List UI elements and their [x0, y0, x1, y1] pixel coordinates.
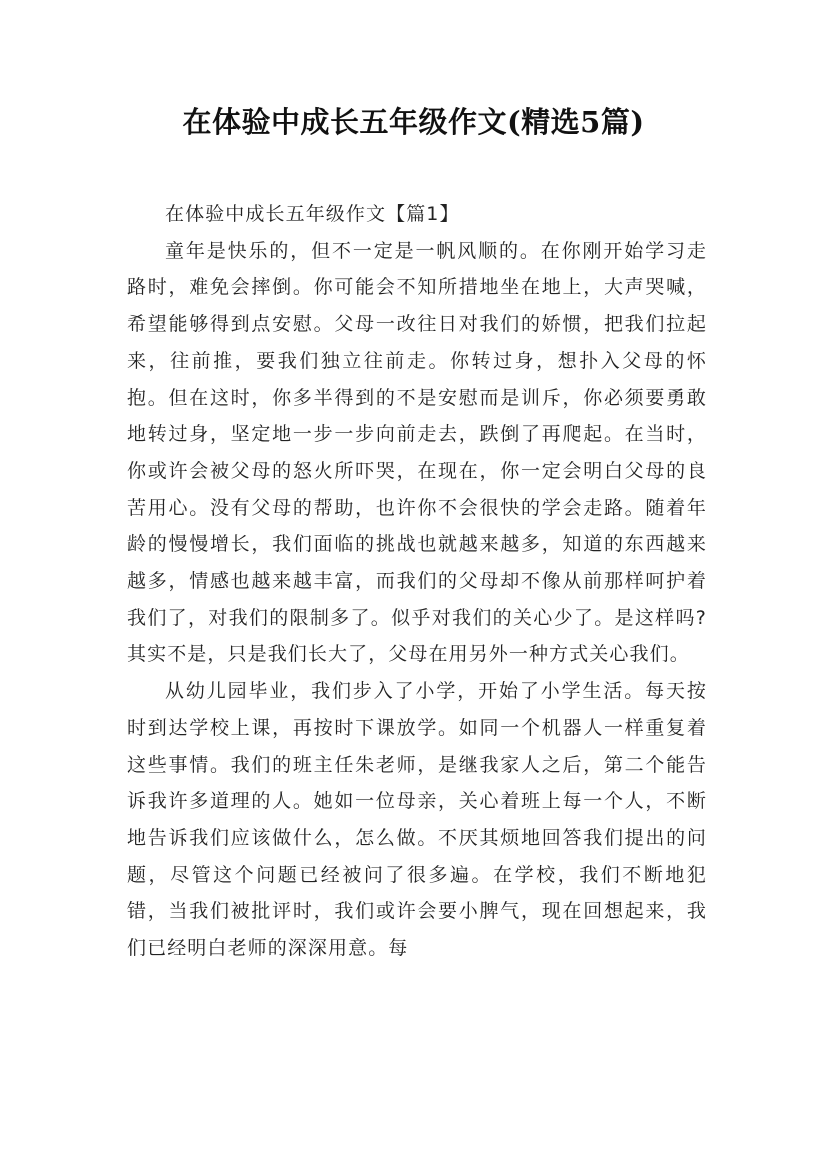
paragraph-1: 童年是快乐的，但不一定是一帆风顺的。在你刚开始学习走路时，难免会摔倒。你可能会不知所措地坐在地上，大声哭喊，希望能够得到点安慰。父母一改往日对我们的娇惯，把我们拉起来，往前推，要我们独立往前走。你转过身，想扑入父母的怀抱。但在这时，你多半得到的不是安慰而是训斥，你必须要勇敢地转过身，坚定地一步一步向前走去，跌倒了再爬起。在当时，你或许会被父母的怒火所吓哭，在现在，你一定会明白父母的良苦用心。没有父母的帮助，也许你不会很快的学会走路。随着年龄的慢慢增长，我们面临的挑战也就越来越多，知道的东西越来越多，情感也越来越丰富，而我们的父母却不像从前那样呵护着我们了，对我们的限制多了。似乎对我们的关心少了。是这样吗?其实不是，只是我们长大了，父母在用另外一种方式关心我们。 [127, 239, 707, 666]
document-body [127, 196, 707, 967]
paragraph-2: 从幼儿园毕业，我们步入了小学，开始了小学生活。每天按时到达学校上课，再按时下课放学。如同一个机器人一样重复着这些事情。我们的班主任朱老师，是继我家人之后，第二个能告诉我许多道理的人。她如一位母亲，关心着班上每一个人，不断地告诉我们应该做什么，怎么做。不厌其烦地回答我们提出的问题，尽管这个问题已经被问了很多遍。在学校，我们不断地犯错，当我们被批评时，我们或许会要小脾气，现在回想起来，我们已经明白老师的深深用意。每 [127, 680, 707, 960]
document-title: 在体验中成长五年级作文(精选5篇) [182, 105, 645, 139]
section-heading: 在体验中成长五年级作文【篇1】 [165, 203, 460, 225]
